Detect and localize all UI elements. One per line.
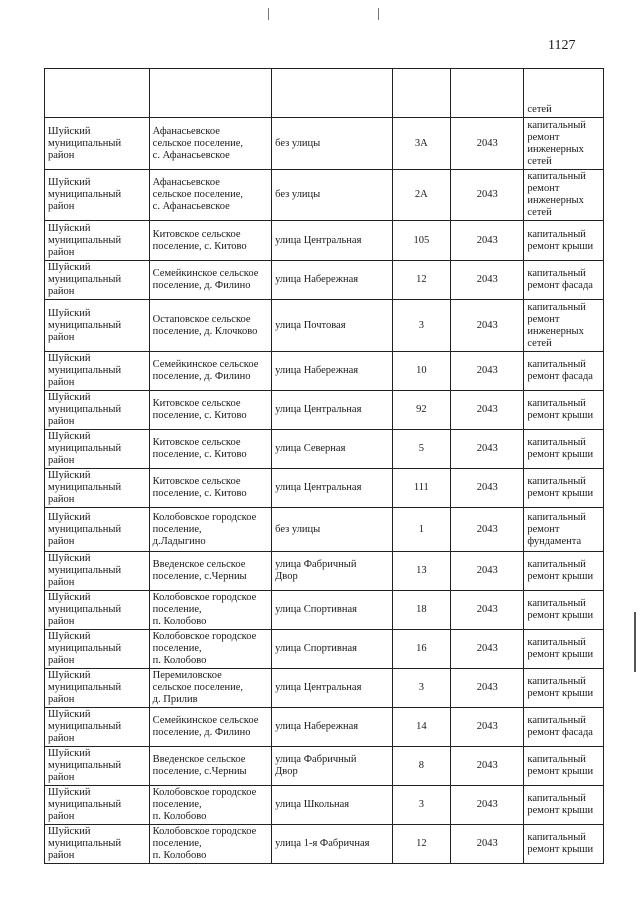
work-type-cell: [524, 508, 604, 552]
year-cell-text: 2043: [476, 760, 498, 771]
work-type-cell-text: капитальный ремонт крыши: [527, 676, 594, 699]
house-cell: [392, 786, 451, 825]
street-cell-text: улица Центральная: [275, 404, 362, 415]
settlement-cell: [149, 591, 271, 630]
year-cell: [451, 552, 524, 591]
year-cell: [451, 786, 524, 825]
settlement-cell: [149, 786, 271, 825]
settlement-cell: [149, 391, 271, 430]
table-row: [45, 591, 604, 630]
year-cell: [451, 430, 524, 469]
year-cell-text: 2043: [476, 319, 498, 331]
street-cell: [272, 261, 392, 300]
year-cell-text: 2043: [476, 137, 498, 149]
street-cell-text: улица Почтовая: [275, 319, 346, 331]
year-cell-text: 2043: [476, 404, 498, 415]
house-cell: [392, 747, 451, 786]
district-cell: [45, 786, 150, 825]
settlement-cell: [149, 221, 271, 261]
house-cell-text: 3: [418, 799, 424, 810]
work-type-cell-text: капитальный ремонт крыши: [527, 559, 594, 582]
street-cell: [272, 352, 392, 391]
district-cell: [45, 552, 150, 591]
district-cell: [45, 352, 150, 391]
house-cell-text: 8: [418, 760, 424, 771]
street-cell: [272, 430, 392, 469]
street-cell: [272, 170, 392, 221]
table-row: [45, 786, 604, 825]
street-cell: [272, 552, 392, 591]
district-cell-text: Шуйский муниципальный район: [48, 709, 122, 744]
settlement-cell: [149, 630, 271, 669]
settlement-cell-text: Семейкинское сельское поселение, д. Филино: [152, 359, 259, 382]
house-cell-text: 18: [416, 604, 427, 615]
work-type-cell-text: капитальный ремонт крыши: [527, 228, 594, 252]
street-cell-text: без улицы: [275, 137, 321, 149]
house-cell: [392, 391, 451, 430]
settlement-cell-text: Семейкинское сельское поселение, д. Филино: [152, 715, 259, 738]
work-type-cell: [524, 170, 604, 221]
street-cell-text: улица Фабричный Двор: [275, 754, 357, 777]
house-cell: [392, 170, 451, 221]
settlement-cell: [149, 708, 271, 747]
district-cell: [45, 825, 150, 864]
district-cell: [45, 630, 150, 669]
work-type-cell-text: капитальный ремонт крыши: [527, 598, 594, 621]
table-row: [45, 170, 604, 221]
street-cell: [272, 300, 392, 352]
street-cell: [272, 825, 392, 864]
district-cell-text: Шуйский муниципальный район: [48, 431, 122, 466]
street-cell: [272, 69, 392, 118]
year-cell: [451, 708, 524, 747]
district-cell: [45, 430, 150, 469]
district-cell-text: Шуйский муниципальный район: [48, 353, 122, 388]
district-cell: [45, 591, 150, 630]
settlement-cell: [149, 669, 271, 708]
work-type-cell: [524, 708, 604, 747]
work-type-cell: [524, 825, 604, 864]
year-cell-text: 2043: [476, 604, 498, 615]
scan-edge-mark: [634, 612, 636, 672]
street-cell: [272, 221, 392, 261]
work-type-cell-text: капитальный ремонт фундамента: [527, 511, 586, 547]
scan-mark-right: [378, 8, 379, 20]
house-cell: [392, 430, 451, 469]
settlement-cell-text: Афанасьевское сельское поселение, с. Афанасьевское: [152, 177, 244, 212]
street-cell-text: улица 1-я Фабричная: [275, 838, 370, 849]
house-cell-text: 5: [418, 443, 424, 454]
work-type-cell: [524, 118, 604, 170]
work-type-cell: [524, 261, 604, 300]
district-cell: [45, 669, 150, 708]
street-cell: [272, 786, 392, 825]
district-cell-text: Шуйский муниципальный район: [48, 470, 122, 505]
year-cell-text: 2043: [476, 721, 498, 732]
work-type-cell-text: капитальный ремонт инженерных сетей: [527, 301, 586, 349]
district-cell: [45, 747, 150, 786]
work-type-cell-text: капитальный ремонт крыши: [527, 398, 594, 421]
district-cell: [45, 221, 150, 261]
street-cell: [272, 591, 392, 630]
year-cell-text: 2043: [476, 234, 498, 246]
table-row: [45, 669, 604, 708]
year-cell: [451, 261, 524, 300]
street-cell: [272, 508, 392, 552]
house-cell: [392, 669, 451, 708]
district-cell: [45, 708, 150, 747]
year-cell-text: 2043: [476, 274, 498, 285]
work-type-cell-text: капитальный ремонт фасада: [527, 715, 593, 738]
house-cell-text: 12: [416, 838, 427, 849]
work-type-cell: [524, 786, 604, 825]
settlement-cell-text: Китовское сельское поселение, с. Китово: [152, 476, 247, 499]
street-cell: [272, 391, 392, 430]
settlement-cell: [149, 118, 271, 170]
work-type-cell: [524, 630, 604, 669]
work-type-cell: [524, 669, 604, 708]
year-cell: [451, 825, 524, 864]
street-cell: [272, 669, 392, 708]
year-cell-text: 2043: [476, 443, 498, 454]
district-cell-text: Шуйский муниципальный район: [48, 670, 122, 705]
street-cell-text: улица Центральная: [275, 482, 362, 493]
house-cell: [392, 261, 451, 300]
settlement-cell: [149, 825, 271, 864]
settlement-cell-text: Афанасьевское сельское поселение, с. Афанасьевское: [152, 125, 244, 161]
year-cell: [451, 469, 524, 508]
work-type-cell: [524, 747, 604, 786]
settlement-cell-text: Китовское сельское поселение, с. Китово: [152, 228, 247, 252]
year-cell-text: 2043: [476, 365, 498, 376]
settlement-cell: [149, 747, 271, 786]
work-type-cell-text: капитальный ремонт крыши: [527, 793, 594, 816]
table-row: [45, 300, 604, 352]
year-cell-text: 2043: [476, 189, 498, 200]
year-cell: [451, 221, 524, 261]
district-cell-text: Шуйский муниципальный район: [48, 125, 122, 161]
settlement-cell-text: Колобовское городское поселение, п. Колобово: [152, 826, 257, 861]
street-cell-text: улица Спортивная: [275, 604, 357, 615]
work-type-cell-text: капитальный ремонт инженерных сетей: [527, 171, 586, 218]
table-row: [45, 261, 604, 300]
year-cell: [451, 118, 524, 170]
house-cell-text: 14: [416, 721, 427, 732]
work-type-cell: [524, 352, 604, 391]
house-cell: [392, 221, 451, 261]
settlement-cell-text: Семейкинское сельское поселение, д. Филино: [152, 268, 259, 291]
work-type-cell: [524, 469, 604, 508]
table-row: [45, 391, 604, 430]
settlement-cell-text: Китовское сельское поселение, с. Китово: [152, 398, 247, 421]
house-cell-text: 1: [418, 523, 424, 535]
street-cell: [272, 118, 392, 170]
year-cell: [451, 630, 524, 669]
district-cell: [45, 118, 150, 170]
district-cell-text: Шуйский муниципальный район: [48, 511, 122, 547]
house-cell: [392, 300, 451, 352]
year-cell: [451, 391, 524, 430]
settlement-cell: [149, 469, 271, 508]
work-type-cell-text: капитальный ремонт крыши: [527, 832, 594, 855]
year-cell-text: 2043: [476, 565, 498, 576]
housing-repair-table: [44, 68, 604, 864]
work-type-cell: [524, 221, 604, 261]
district-cell-text: Шуйский муниципальный район: [48, 748, 122, 783]
street-cell-text: улица Спортивная: [275, 643, 357, 654]
year-cell: [451, 352, 524, 391]
street-cell-text: улица Северная: [275, 443, 346, 454]
continued-row: [45, 69, 604, 118]
year-cell: [451, 669, 524, 708]
street-cell-text: улица Школьная: [275, 799, 350, 810]
house-cell-text: 16: [416, 643, 427, 654]
settlement-cell-text: Китовское сельское поселение, с. Китово: [152, 437, 247, 460]
district-cell-text: Шуйский муниципальный район: [48, 826, 122, 861]
district-cell: [45, 391, 150, 430]
table-row: [45, 630, 604, 669]
table-row: [45, 552, 604, 591]
house-cell: [392, 69, 451, 118]
table-row: [45, 708, 604, 747]
year-cell: [451, 170, 524, 221]
settlement-cell: [149, 508, 271, 552]
settlement-cell: [149, 552, 271, 591]
district-cell: [45, 469, 150, 508]
table-row: [45, 508, 604, 552]
settlement-cell: [149, 430, 271, 469]
house-cell-text: 13: [416, 565, 427, 576]
house-cell-text: 3: [418, 319, 424, 331]
house-cell-text: 105: [413, 234, 430, 246]
district-cell-text: Шуйский муниципальный район: [48, 392, 122, 427]
work-type-cell-text: капитальный ремонт фасада: [527, 268, 593, 291]
district-cell-text: Шуйский муниципальный район: [48, 631, 122, 666]
district-cell: [45, 69, 150, 118]
settlement-cell-text: Остаповское сельское поселение, д. Клочково: [152, 313, 258, 337]
district-cell-text: Шуйский муниципальный район: [48, 307, 122, 343]
work-type-cell-text: капитальный ремонт крыши: [527, 754, 594, 777]
table-row: [45, 352, 604, 391]
settlement-cell: [149, 261, 271, 300]
work-type-cell-text: капитальный ремонт инженерных сетей: [527, 119, 586, 167]
house-cell-text: 3А: [414, 137, 428, 149]
street-cell-text: улица Набережная: [275, 274, 359, 285]
district-cell-text: Шуйский муниципальный район: [48, 262, 122, 297]
house-cell: [392, 591, 451, 630]
house-cell: [392, 708, 451, 747]
table-row: [45, 825, 604, 864]
house-cell: [392, 118, 451, 170]
street-cell-text: улица Набережная: [275, 365, 359, 376]
work-type-cell: [524, 552, 604, 591]
district-cell: [45, 170, 150, 221]
work-type-cell-text: капитальный ремонт крыши: [527, 476, 594, 499]
street-cell: [272, 630, 392, 669]
settlement-cell-text: Колобовское городское поселение, п. Колобово: [152, 592, 257, 627]
year-cell-text: 2043: [476, 523, 498, 535]
settlement-cell-text: Колобовское городское поселение, п. Колобово: [152, 631, 257, 666]
house-cell: [392, 825, 451, 864]
district-cell: [45, 508, 150, 552]
work-type-cell-text: капитальный ремонт фасада: [527, 359, 593, 382]
house-cell: [392, 508, 451, 552]
district-cell-text: Шуйский муниципальный район: [48, 553, 122, 588]
settlement-cell: [149, 69, 271, 118]
settlement-cell: [149, 170, 271, 221]
work-type-cell: [524, 300, 604, 352]
house-cell: [392, 352, 451, 391]
district-cell: [45, 261, 150, 300]
district-cell-text: Шуйский муниципальный район: [48, 592, 122, 627]
district-cell-text: Шуйский муниципальный район: [48, 787, 122, 822]
house-cell-text: 111: [413, 482, 429, 493]
house-cell-text: 3: [418, 682, 424, 693]
table-row: [45, 469, 604, 508]
year-cell: [451, 591, 524, 630]
year-cell: [451, 69, 524, 118]
settlement-cell: [149, 352, 271, 391]
year-cell: [451, 508, 524, 552]
table-row: [45, 430, 604, 469]
house-cell-text: 92: [416, 404, 427, 415]
house-cell: [392, 630, 451, 669]
settlement-cell-text: Колобовское городское поселение, д.Ладыгино: [152, 511, 257, 547]
district-cell-text: Шуйский муниципальный район: [48, 177, 122, 212]
house-cell: [392, 552, 451, 591]
work-type-cell-text: капитальный ремонт крыши: [527, 637, 594, 660]
district-cell: [45, 300, 150, 352]
scan-mark-left: [268, 8, 269, 20]
year-cell: [451, 747, 524, 786]
table-row: [45, 747, 604, 786]
year-cell-text: 2043: [476, 682, 498, 693]
settlement-cell-text: Колобовское городское поселение, п. Колобово: [152, 787, 257, 822]
house-cell-text: 12: [416, 274, 427, 285]
settlement-cell: [149, 300, 271, 352]
work-type-cell: [524, 391, 604, 430]
work-type-cell-text: капитальный ремонт крыши: [527, 437, 594, 460]
street-cell: [272, 747, 392, 786]
settlement-cell-text: Введенское сельское поселение, с.Черниы: [152, 754, 247, 777]
settlement-cell-text: Введенское сельское поселение, с.Черниы: [152, 559, 247, 582]
table-row: [45, 118, 604, 170]
street-cell-text: без улицы: [275, 189, 321, 200]
work-type-cell: [524, 591, 604, 630]
table-row: [45, 221, 604, 261]
year-cell: [451, 300, 524, 352]
year-cell-text: 2043: [476, 838, 498, 849]
year-cell-text: 2043: [476, 799, 498, 810]
street-cell-text: улица Фабричный Двор: [275, 559, 357, 582]
work-type-cell: [524, 430, 604, 469]
street-cell-text: улица Набережная: [275, 721, 359, 732]
page-number: 1127: [548, 38, 576, 53]
street-cell: [272, 708, 392, 747]
year-cell-text: 2043: [476, 643, 498, 654]
work-type-cell: сетей: [524, 69, 604, 118]
settlement-cell-text: Перемиловское сельское поселение, д. Прилив: [152, 670, 244, 705]
house-cell-text: 2А: [414, 189, 428, 200]
house-cell: [392, 469, 451, 508]
street-cell-text: улица Центральная: [275, 682, 362, 693]
district-cell-text: Шуйский муниципальный район: [48, 222, 122, 258]
street-cell: [272, 469, 392, 508]
house-cell-text: 10: [416, 365, 427, 376]
street-cell-text: без улицы: [275, 523, 321, 535]
year-cell-text: 2043: [476, 482, 498, 493]
street-cell-text: улица Центральная: [275, 234, 362, 246]
